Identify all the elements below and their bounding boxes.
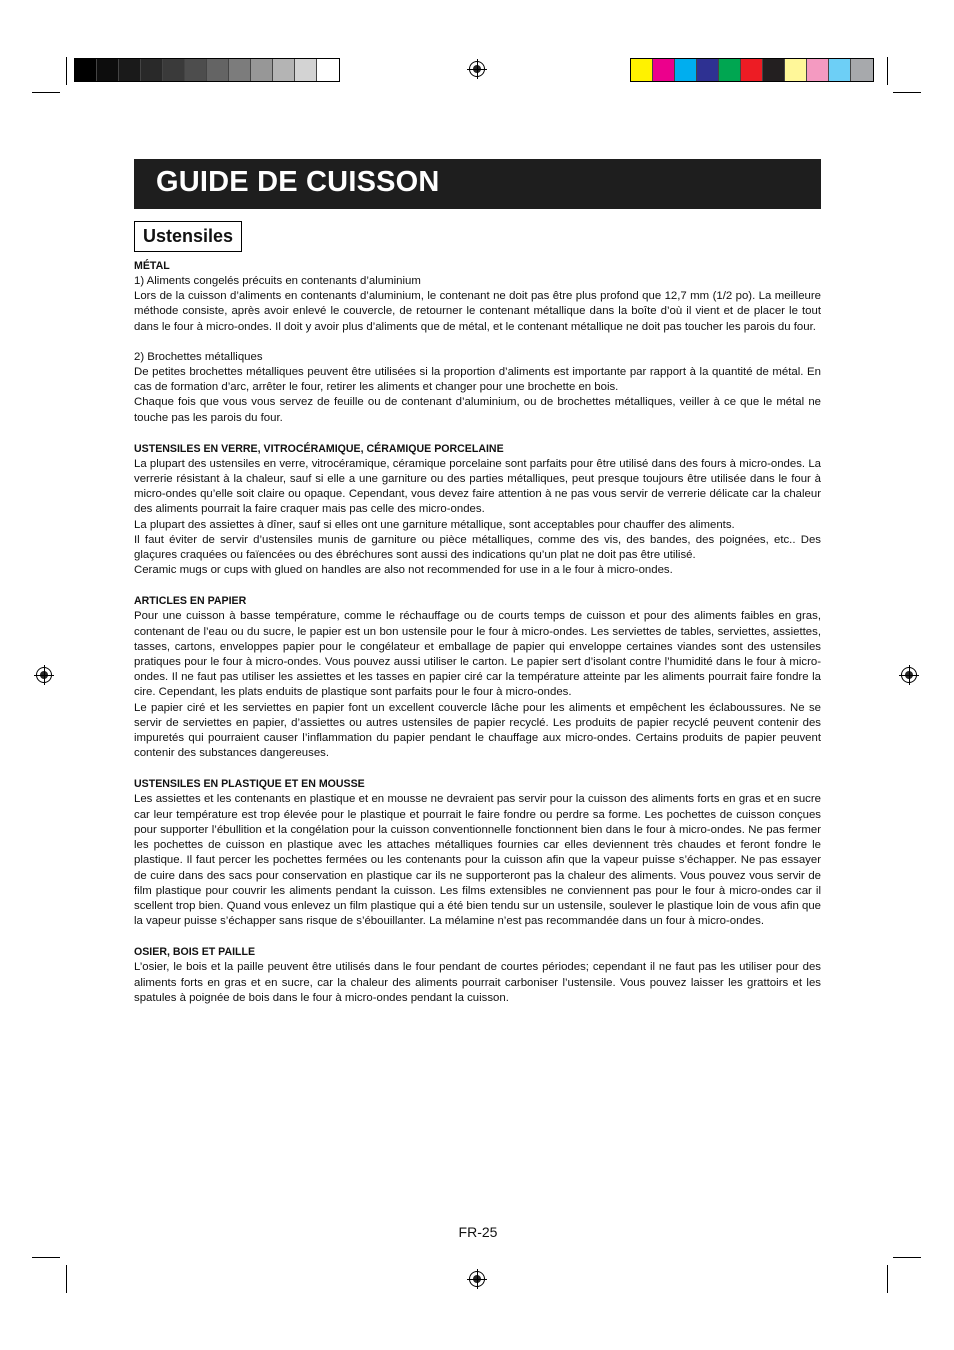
section-verre bbox=[134, 441, 821, 579]
section-papier bbox=[134, 593, 821, 761]
paragraph: L’osier, le bois et la paille peuvent être utilisés dans le four pendant de courtes périodes; cependant il ne faut pas les utiliser pour des aliments forts en gras et en sucre, car la chaleur des aliments pourrait carboniser l’ustensile. Vous pouvez laisser les grattoirs et les spatules à poignée de bois dans le four à micro-ondes pendant la cuisson. bbox=[134, 961, 821, 1004]
section-heading: USTENSILES EN PLASTIQUE ET EN MOUSSE bbox=[134, 778, 365, 791]
page-number-row bbox=[0, 1224, 954, 1240]
color-swatch bbox=[273, 59, 295, 81]
paragraph: 1) Aliments congelés précuits en contenants d’aluminium bbox=[134, 275, 421, 287]
section-label: Ustensiles bbox=[143, 226, 234, 246]
crop-mark bbox=[66, 57, 67, 85]
page-title: GUIDE DE CUISSON bbox=[156, 166, 440, 198]
color-calibration-bar bbox=[630, 58, 874, 82]
crop-mark bbox=[893, 92, 921, 93]
paragraph: Il faut éviter de servir d’ustensiles munis de garniture ou pièce métalliques, comme des vis, des bandes, des poignées, etc.. Des glaçures craquées ou faïencées ou des ébréchures sont aussi des indications qu’un plat ne doit pas être utilisé. bbox=[134, 533, 821, 562]
registration-mark-icon bbox=[469, 61, 485, 77]
color-swatch bbox=[97, 59, 119, 81]
color-swatch bbox=[829, 59, 851, 81]
crop-mark bbox=[32, 92, 60, 93]
section-heading: MÉTAL bbox=[134, 260, 170, 272]
gray-calibration-bar bbox=[74, 58, 340, 82]
title-band bbox=[134, 159, 821, 209]
registration-mark-icon bbox=[469, 1271, 485, 1287]
color-swatch bbox=[251, 59, 273, 81]
color-swatch bbox=[741, 59, 763, 81]
section-metal bbox=[134, 258, 821, 426]
crop-mark bbox=[893, 1257, 921, 1258]
color-swatch bbox=[631, 59, 653, 81]
color-swatch bbox=[207, 59, 229, 81]
paragraph: 2) Brochettes métalliques bbox=[134, 350, 263, 363]
registration-mark-icon bbox=[36, 667, 52, 683]
color-swatch bbox=[119, 59, 141, 81]
color-swatch bbox=[295, 59, 317, 81]
color-swatch bbox=[229, 59, 251, 81]
color-swatch bbox=[697, 59, 719, 81]
color-swatch bbox=[807, 59, 829, 81]
crop-mark bbox=[66, 1265, 67, 1293]
color-swatch bbox=[719, 59, 741, 81]
color-swatch bbox=[763, 59, 785, 81]
color-swatch bbox=[851, 59, 873, 81]
page-number: FR-25 bbox=[458, 1224, 498, 1240]
paragraph: De petites brochettes métalliques peuvent être utilisées si la proportion d’aliments est importante par rapport à la quantité de métal. En cas de formation d’arc, arrêter le four, retirer les aliments et changer pour une brochette en bois. bbox=[134, 366, 821, 394]
paragraph: Pour une cuisson à basse température, comme le réchauffage ou de courts temps de cuisson et pour des aliments faibles en gras, contenant de l’eau ou du sucre, le papier est un bon ustensile pour le four à micro-ondes. Les serviettes de tables, serviettes, assiettes, tasses, cartons, enveloppes papier pour le congélateur et emballage de papier qui enveloppe certaines viandes sont des ustensiles pratiques pour le four à micro-ondes. Vous pouvez aussi utiliser le carton. Le papier sert d’isolant contre l’humidité dans le four à micro-ondes. Il ne faut pas utiliser les assiettes et les tasses en papier ciré car la température atteinte par les aliments pourrait faire fondre la cire. Cependant, les plats enduits de plastique sont parfaits pour le four à micro-ondes. bbox=[134, 610, 821, 699]
paragraph: La plupart des assiettes à dîner, sauf si elles ont une garniture métallique, sont acceptables pour chauffer des aliments. bbox=[134, 518, 735, 531]
crop-mark bbox=[887, 57, 888, 85]
content-body bbox=[134, 258, 821, 1006]
section-heading: OSIER, BOIS ET PAILLE bbox=[134, 946, 256, 959]
section-label-box bbox=[134, 221, 242, 252]
section-heading: USTENSILES EN VERRE, VITROCÉRAMIQUE, CÉRAMIQUE PORCELAINE bbox=[134, 442, 504, 455]
color-swatch bbox=[653, 59, 675, 81]
color-swatch bbox=[163, 59, 185, 81]
paragraph: Lors de la cuisson d’aliments en contenants d’aluminium, le contenant ne doit pas être plus profond que 12,7 mm (1/2 po). La meilleure méthode consiste, après avoir enlevé le couvercle, de retourner le contenant métallique dans la boîte d’où il vient et de placer le tout dans le four à micro-ondes. Il doit y avoir plus d’aliments que de métal, et le contenant métallique ne doit pas toucher les parois du four. bbox=[134, 290, 821, 333]
color-swatch bbox=[185, 59, 207, 81]
paragraph: Chaque fois que vous vous servez de feuille ou de contenant d’aluminium, ou de brochettes métalliques, veiller à ce que le métal ne touche pas les parois du four. bbox=[134, 396, 821, 424]
paragraph: La plupart des ustensiles en verre, vitrocéramique, céramique porcelaine sont parfaits pour être utilisé dans des fours à micro-ondes. La verrerie résistant à la chaleur, sauf si elle a une garniture ou des parties métalliques, peut presque toujours être utilisée dans le four à micro-ondes qu’elle soit claire ou opaque. Cependant, vous devez faire attention à ne pas vous servir de verrerie délicate car la chaleur des aliments pourrait la faire craquer mais pas celle des micro-ondes. bbox=[134, 457, 821, 516]
section-heading: ARTICLES EN PAPIER bbox=[134, 595, 247, 608]
paragraph: Le papier ciré et les serviettes en papier font un excellent couvercle lâche pour les aliments et empêchent les éclaboussures. Ne se servir de serviettes en papier, d’assiettes ou autres ustensiles de papier recyclé. Les produits de papier recyclé peuvent contenir des impuretés qui pourraient causer l’inflammation du papier pendant le chauffage aux micro-ondes. Certains produits de papier peuvent contenir des substances dangereuses. bbox=[134, 701, 821, 760]
color-swatch bbox=[317, 59, 339, 81]
color-swatch bbox=[141, 59, 163, 81]
color-swatch bbox=[675, 59, 697, 81]
crop-mark bbox=[887, 1265, 888, 1293]
paragraph: Les assiettes et les contenants en plastique et en mousse ne devraient pas servir pour la cuisson des aliments forts en gras et en sucre car leur température est trop élevée pour le plastique et pourrait le faire fondre ou perdre sa forme. Les pochettes de cuisson conçues pour supporter l’ébullition et la congélation pour la cuisson conventionnelle fonctionnent bien dans le four à micro-ondes. Ne pas fermer les pochettes de cuisson en plastique avec les attaches métalliques fournies car elles deviennent très chaudes et feront fondre le plastique. Il faut percer les pochettes fermées ou les contenants pour la cuisson afin que la vapeur puisse s’échapper. Ne pas essayer de cuire dans des sacs pour conservation en plastique car ils ne supporteront pas la chaleur des aliments. Vous pouvez vous servir de film plastique pour couvrir les aliments pendant la cuisson. Les films extensibles ne conviennent pas pour le four à micro-ondes car il scellent trop bien. Quand vous enlevez un film plastique qui a été bien tendu sur un ustensile, soulever le plastique loin de vous afin que la vapeur puisse s’échapper sans risque de s’ébouillanter. La mélamine n’est pas recommandée dans un four à micro-ondes. bbox=[134, 793, 821, 928]
color-swatch bbox=[785, 59, 807, 81]
registration-mark-icon bbox=[901, 667, 917, 683]
paragraph: Ceramic mugs or cups with glued on handles are also not recommended for use in a le four à micro-ondes. bbox=[134, 564, 673, 577]
section-osier bbox=[134, 944, 821, 1006]
color-swatch bbox=[75, 59, 97, 81]
crop-mark bbox=[32, 1257, 60, 1258]
section-plastique bbox=[134, 776, 821, 929]
